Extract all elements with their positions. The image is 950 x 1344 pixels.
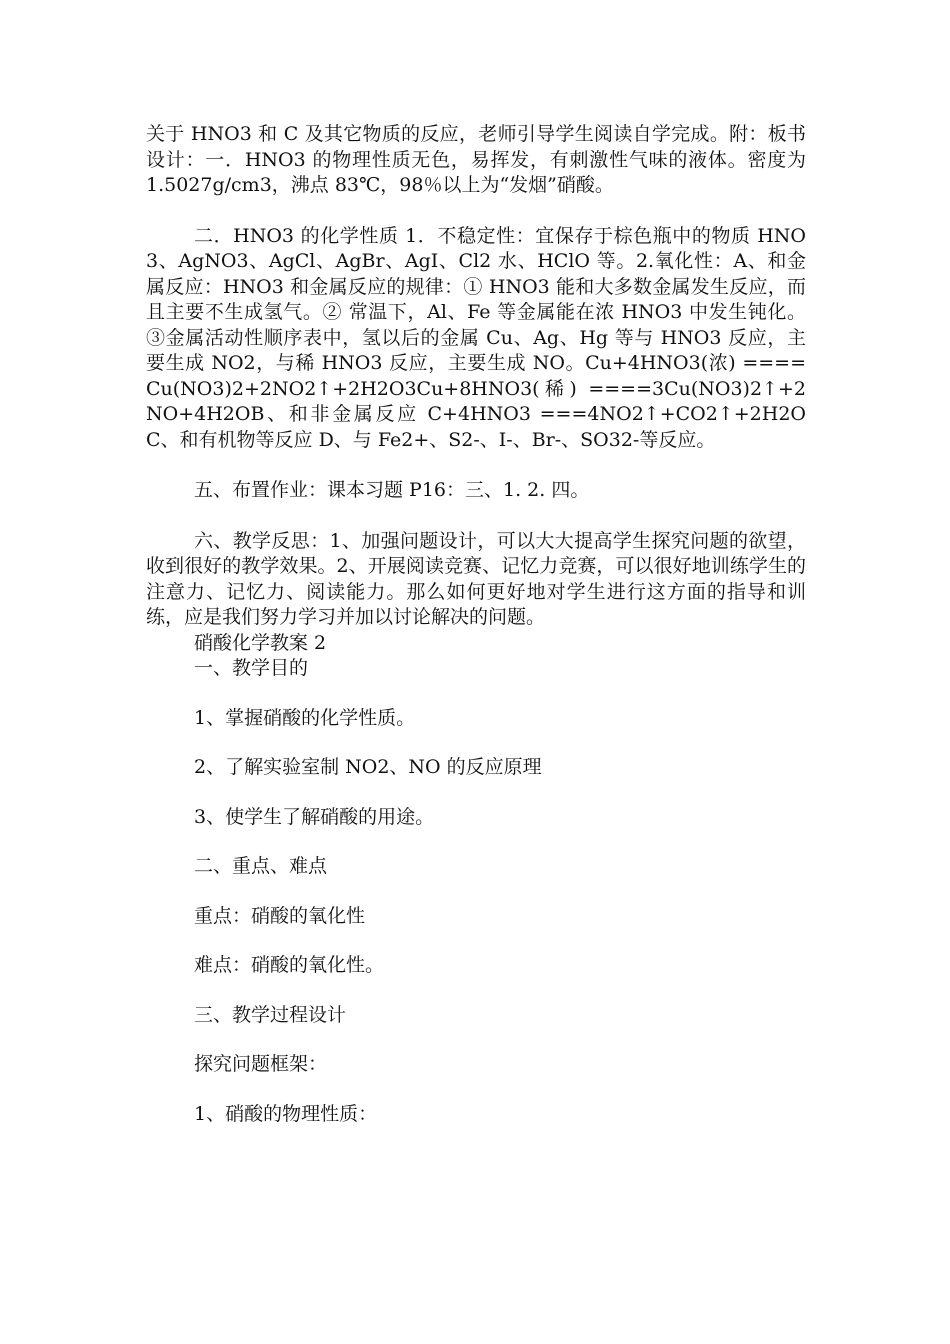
key-point-focus: 重点：硝酸的氧化性: [194, 904, 366, 927]
document-body: [146, 122, 806, 1127]
goal-item-1: 1、掌握硝酸的化学性质。: [194, 706, 416, 729]
paragraph-hno3-physical: 关于 HNO3 和 C 及其它物质的反应，老师引导学生阅读自学完成。附：板书设计：一．HNO3 的物理性质无色，易挥发，有刺激性气味的液体。密度为 1.5027g/cm3，沸点 83℃，98％以上为“发烟”硝酸。: [146, 123, 806, 196]
section-title-lesson-2: 硝酸化学教案 2: [194, 631, 327, 654]
heading-process-design: 三、教学过程设计: [194, 1003, 347, 1026]
inquiry-item-1: 1、硝酸的物理性质：: [194, 1102, 378, 1125]
key-point-difficulty: 难点：硝酸的氧化性。: [194, 954, 385, 976]
paragraph-hno3-chemical: 二．HNO3 的化学性质 1．不稳定性：宜保存于棕色瓶中的物质 HNO3、AgNO3、AgCl、AgBr、AgI、Cl2 水、HClO 等。2.氧化性：A、和金属反应：HNO3 和金属反应的规律：① HNO3 能和大多数金属发生反应，而且主要不生成氢气。② 常温下，Al、Fe 等金属能在浓 HNO3 中发生钝化。③金属活动性顺序表中，氢以后的金属 Cu、Ag、Hg 等与 HNO3 反应，主要生成 NO2，与稀 HNO3 反应，主要生成 NO。Cu+4HNO3(浓) ====Cu(NO3)2+2NO2↑+2H2O3Cu+8HNO3(稀) ====3Cu(NO3)2↑+2NO+4H2OB、和非金属反应 C+4HNO3 ===4NO2↑+CO2↑+2H2OC、和有机物等反应 D、与 Fe2+、S2-、I-、Br-、SO32-等反应。: [146, 224, 806, 451]
heading-teaching-goals: 一、教学目的: [194, 657, 309, 679]
paragraph-reflection: 六、教学反思：1、加强问题设计，可以大大提高学生探究问题的欲望，收到很好的教学效果。2、开展阅读竞赛、记忆力竞赛，可以很好地训练学生的注意力、记忆力、阅读能力。那么如何更好地对学生进行这方面的指导和训练，应是我们努力学习并加以讨论解决的问题。: [146, 529, 806, 628]
heading-key-points: 二、重点、难点: [194, 855, 328, 877]
inquiry-framework-label: 探究问题框架：: [194, 1053, 328, 1075]
paragraph-homework: 五、布置作业：课本习题 P16：三、1. 2. 四。: [194, 479, 590, 501]
goal-item-3: 3、使学生了解硝酸的用途。: [194, 805, 435, 828]
goal-item-2: 2、了解实验室制 NO2、NO 的反应原理: [194, 756, 542, 778]
